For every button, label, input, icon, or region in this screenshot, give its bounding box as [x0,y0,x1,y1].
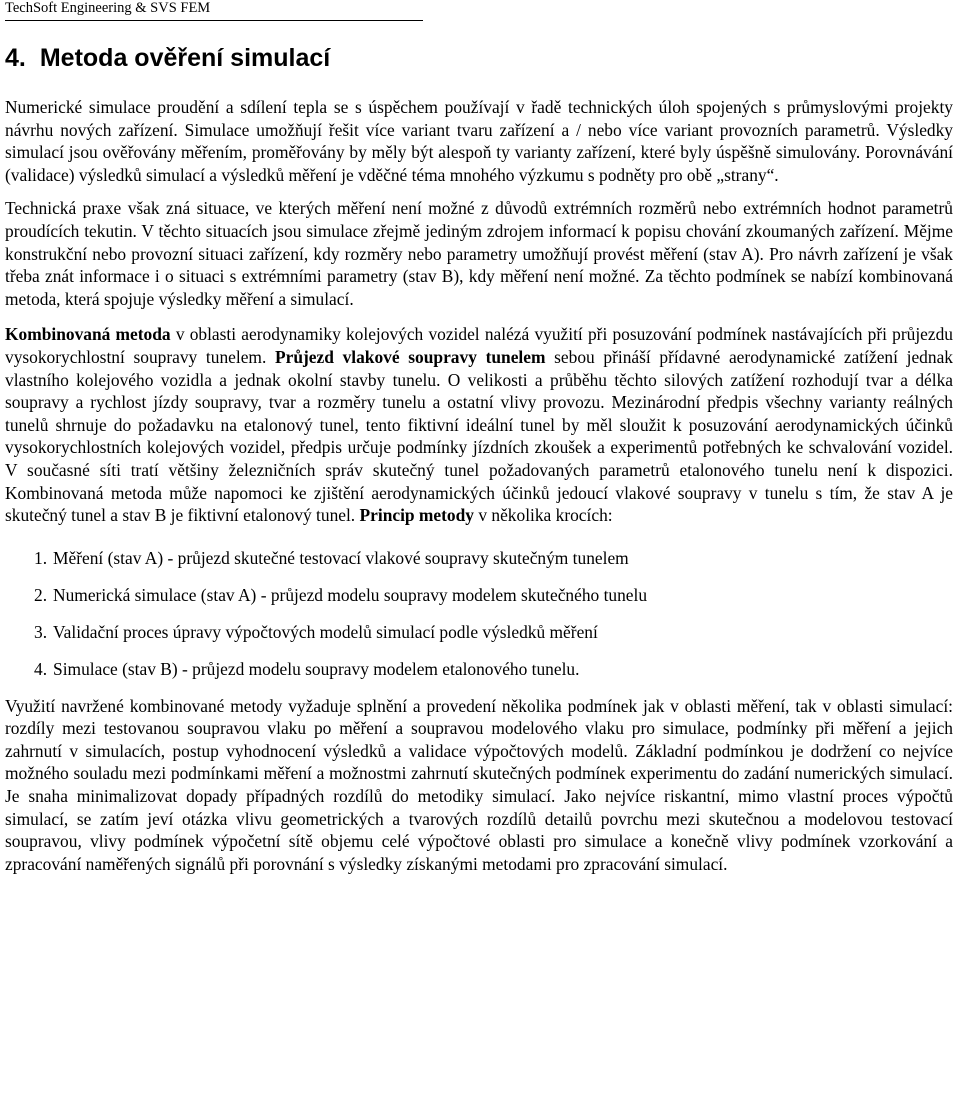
list-item-text: Měření (stav A) - průjezd skutečné testovací vlakové soupravy skutečným tunelem [53,547,629,568]
list-item [34,584,953,607]
paragraph-combined-method [5,323,953,526]
document-page [5,0,953,1097]
term-train-passage: Průjezd vlakové soupravy tunelem [274,346,546,367]
section-title [5,42,330,74]
term-method-principle: Princip metody [359,505,474,526]
section-body [5,96,953,875]
list-item [34,658,953,681]
list-item-text: Simulace (stav B) - průjezd modelu soupravy modelem etalonového tunelu. [53,658,580,679]
list-item-number: 3. [34,621,48,642]
paragraph-combined-method-text-3: v několika krocích: [474,505,613,526]
list-item [34,547,953,570]
list-item-number: 2. [34,584,48,605]
list-item-text: Validační proces úpravy výpočtových modelů simulací podle výsledků měření [53,621,598,642]
method-steps-list [5,547,953,681]
list-item-number: 4. [34,658,48,679]
section-title-text: Metoda ověření simulací [39,44,331,72]
section-number: 4. [5,44,26,72]
list-item-text: Numerická simulace (stav A) - průjezd modelu soupravy modelem skutečného tunelu [53,584,648,605]
paragraph-combined-method-text-2: sebou přináší přídavné aerodynamické zatížení jednak vlastního kolejového vozidla a jednak okolní stavby tunelu. O velikosti a průběhu těchto silových zatížení rozhodují tvar a délka soupravy a rychlost jízdy soupravy, tvar a rozměry tunelu a ostatní vlivy provozu. Mezinárodní předpis všechny varianty reálných tunelů shrnuje do požadavku na etalonový tunel, tento fiktivní ideální tunel by měl sloužit k posuzování aerodynamických účinků vysokorychlostních kolejových vozidel, předpis určuje podmínky jízdních zkoušek a experimentů potřebných ke schvalování vozidel. V současné síti tratí většiny železničních správ skutečný tunel požadovaných parametrů etalonového tunelu není k dispozici. Kombinovaná metoda může napomoci ke zjištění aerodynamických účinků jedoucí vlakové soupravy v tunelu s tím, že stav A je skutečný tunel a stav B je fiktivní etalonový tunel. [5,346,953,526]
paragraph-combined-method-text-1: v oblasti aerodynamiky kolejových vozidel nalézá využití při posuzování podmínek nastávajících při průjezdu vysokorychlostní soupravy tunelem. [5,324,953,367]
paragraph-practice: Technická praxe však zná situace, ve kterých měření není možné z důvodů extrémních rozměrů nebo extrémních hodnot parametrů proudících tekutin. V těchto situacích jsou simulace zřejmě jediným zdrojem informací k popisu chování zkoumaných zařízení. Mějme konstrukční nebo provozní situaci zařízení, kdy rozměry nebo parametry umožňují provést měření (stav A). Pro návrh zařízení je však třeba znát informace i o situaci s extrémními parametry (stav B), kdy měření není možné. Za těchto podmínek se nabízí kombinovaná metoda, která spojuje výsledky měření a simulací. [5,198,953,309]
term-combined-method: Kombinovaná metoda [5,324,171,345]
list-item-number: 1. [34,547,48,568]
running-header [5,0,423,21]
header-text: TechSoft Engineering & SVS FEM [5,0,211,16]
list-item [34,621,953,644]
paragraph-intro: Numerické simulace proudění a sdílení tepla se s úspěchem používají v řadě technických úloh spojených s průmyslovými projekty návrhu nových zařízení. Simulace umožňují řešit více variant tvaru zařízení a / nebo více variant provozních parametrů. Výsledky simulací jsou ověřovány měřením, proměřovány by měly být alespoň ty varianty zařízení, které byly úspěšně simulovány. Porovnávání (validace) výsledků simulací a výsledků měření je vděčné téma mnohého výzkumu s podněty pro obě „strany“. [5,97,953,185]
paragraph-conditions: Využití navržené kombinované metody vyžaduje splnění a provedení několika podmínek jak v oblasti měření, tak v oblasti simulací: rozdíly mezi testovanou soupravou vlaku po měření a soupravou modelového vlaku pro simulace, podmínky při měření a jejich zahrnutí v simulacích, postup vyhodnocení výsledků a validace výpočtových modelů. Základní podmínkou je dodržení co nejvíce možného souladu mezi podmínkami měření a možnostmi zahrnutí skutečných podmínek experimentu do zadání numerických simulací. Je snaha minimalizovat dopady případných rozdílů do metodiky simulací. Jako nejvíce riskantní, mimo vlastní proces výpočtů simulací, se zatím jeví otázka vlivu geometrických a tvarových rozdílů detailů povrchu mezi skutečnou a modelovou testovací soupravou, vlivy podmínek výpočetní sítě objemu celé výpočtové oblasti pro simulace a konečně vlivy podmínek vzorkování a zpracování naměřených signálů při porovnání s výsledky získanými metodami pro zpracování simulací. [5,695,953,874]
